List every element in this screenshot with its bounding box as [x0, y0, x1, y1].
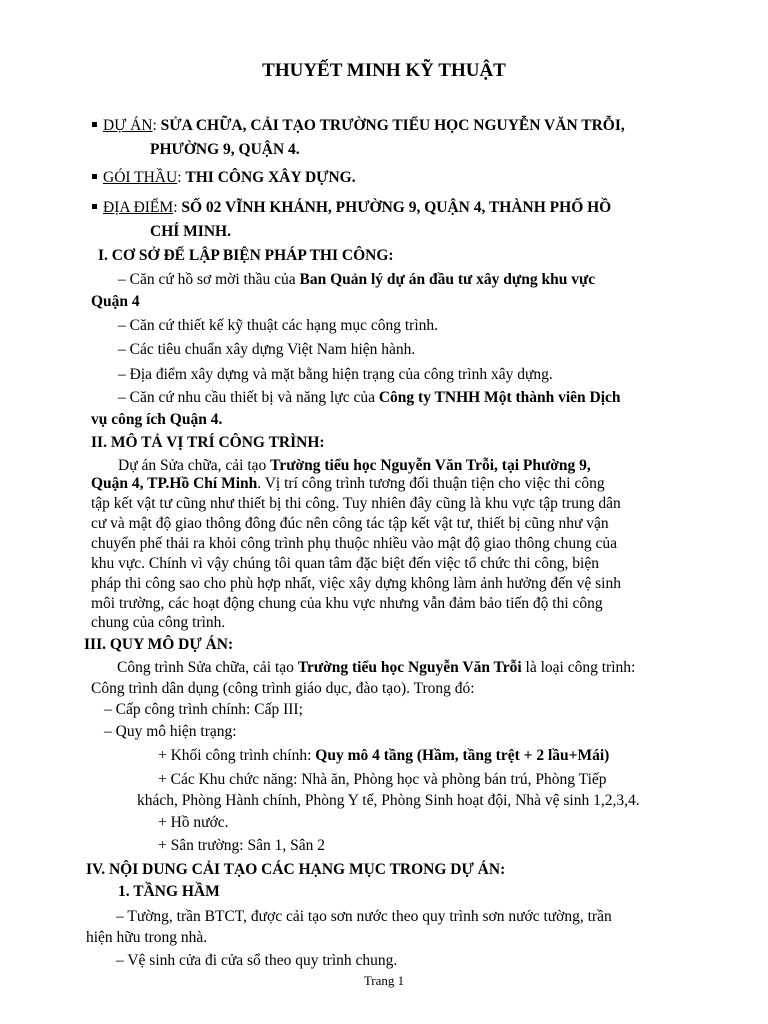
- section3-p-l1: Công trình Sửa chữa, cải tạo Trường tiểu học Nguyễn Văn Trỗi là loại công trình:: [117, 659, 636, 676]
- section1-item5-cont: vụ công ích Quận 4.: [91, 411, 223, 428]
- section1-item1-cont: Quận 4: [91, 293, 140, 310]
- section4-item1-l2: hiện hữu trong nhà.: [86, 929, 208, 946]
- section2-p-l5: chuyển phế thải ra khỏi công trình phụ thuộc nhiều vào mật độ giao thông chung của: [91, 535, 618, 552]
- section2-p-l1: Dự án Sửa chữa, cải tạo Trường tiểu học Nguyễn Văn Trỗi, tại Phường 9,: [118, 457, 591, 474]
- section2-p-l8: môi trường, các hoạt động chung của khu vực nhưng vẫn đảm bảo tiến độ thi công: [91, 595, 603, 612]
- document-title: THUYẾT MINH KỸ THUẬT: [262, 60, 506, 81]
- section3-p-l2: Công trình dân dụng (công trình giáo dục, đào tạo). Trong đó:: [91, 680, 475, 697]
- section2-p-l2: Quận 4, TP.Hồ Chí Minh. Vị trí công trình tương đối thuận tiện cho việc thi công: [91, 475, 605, 492]
- du-an-label: DỰ ÁN: [103, 117, 153, 134]
- section3-cap: – Cấp công trình chính: Cấp III;: [104, 701, 303, 718]
- dia-diem-value: SỐ 02 VĨNH KHÁNH, PHƯỜNG 9, QUẬN 4, THÀNH PHỐ HỒ: [181, 199, 612, 216]
- bullet-square-icon: [92, 122, 97, 127]
- section1-item2: – Căn cứ thiết kế kỹ thuật các hạng mục công trình.: [118, 317, 439, 334]
- section1-item1: – Căn cứ hồ sơ mời thầu của Ban Quản lý dự án đầu tư xây dựng khu vực: [118, 271, 596, 288]
- section4-item2: – Vệ sinh cửa đi cửa sổ theo quy trình chung.: [116, 952, 398, 969]
- section2-p-l6: khu vực. Chính vì vậy chúng tôi quan tâm đặc biệt đến việc tổ chức thi công, biện: [91, 555, 599, 572]
- section2-p-l9: chung của công trình.: [91, 614, 226, 631]
- section2-p-l3: tập kết vật tư cũng như thiết bị thi công. Tuy nhiên đây cũng là khu vực tập trung dân: [91, 495, 621, 512]
- dia-diem-value-cont: CHÍ MINH.: [150, 223, 231, 240]
- goi-thau-value: THI CÔNG XÂY DỰNG.: [185, 169, 356, 186]
- bullet-square-icon: [92, 174, 97, 179]
- section3-ho-nuoc: + Hồ nước.: [158, 814, 229, 831]
- section3-quymo: – Quy mô hiện trạng:: [104, 723, 237, 740]
- section1-item3: – Các tiêu chuẩn xây dựng Việt Nam hiện hành.: [118, 341, 416, 358]
- bullet-square-icon: [92, 204, 97, 209]
- section2-p-l4: cư và mật độ giao thông đông đúc nên công tác tập kết vật tư, thiết bị cũng như vận: [91, 515, 609, 532]
- section3-san-truong: + Sân trường: Sân 1, Sân 2: [158, 837, 325, 854]
- section2-p-l7: pháp thi công sao cho phù hợp nhất, việc xây dựng không làm ảnh hưởng đến vệ sinh: [91, 575, 621, 592]
- du-an-value: SỬA CHỮA, CẢI TẠO TRƯỜNG TIỂU HỌC NGUYỄN VĂN TRỖI,: [160, 117, 625, 134]
- section3-khu-l2: khách, Phòng Hành chính, Phòng Y tế, Phòng Sinh hoạt đội, Nhà vệ sinh 1,2,3,4.: [137, 792, 640, 809]
- section4-heading: IV. NỘI DUNG CẢI TẠO CÁC HẠNG MỤC TRONG DỰ ÁN:: [86, 861, 506, 878]
- section4-sub1: 1. TẦNG HẦM: [118, 883, 220, 900]
- section2-heading: II. MÔ TẢ VỊ TRÍ CÔNG TRÌNH:: [91, 434, 325, 451]
- page-footer: Trang 1: [363, 973, 405, 988]
- goi-thau-label: GÓI THẦU: [103, 169, 178, 186]
- section1-item4: – Địa điểm xây dựng và mặt bằng hiện trạng của công trình xây dựng.: [118, 366, 553, 383]
- section3-khu-l1: + Các Khu chức năng: Nhà ăn, Phòng học và phòng bán trú, Phòng Tiếp: [158, 771, 607, 788]
- dia-diem-label: ĐỊA ĐIỂM: [103, 199, 174, 216]
- section4-item1-l1: – Tường, trần BTCT, được cải tạo sơn nước theo quy trình sơn nước tường, trần: [116, 908, 612, 925]
- du-an-line: DỰ ÁN: SỬA CHỮA, CẢI TẠO TRƯỜNG TIỂU HỌC NGUYỄN VĂN TRỖI,: [92, 116, 625, 136]
- section3-khoi: + Khối công trình chính: Quy mô 4 tầng (Hầm, tầng trệt + 2 lầu+Mái): [158, 747, 610, 764]
- goi-thau-line: GÓI THẦU: THI CÔNG XÂY DỰNG.: [92, 168, 356, 188]
- du-an-value-cont: PHƯỜNG 9, QUẬN 4.: [150, 141, 300, 158]
- dia-diem-line: ĐỊA ĐIỂM: SỐ 02 VĨNH KHÁNH, PHƯỜNG 9, QUẬN 4, THÀNH PHỐ HỒ: [92, 198, 611, 218]
- section1-item5: – Căn cứ nhu cầu thiết bị và năng lực của Công ty TNHH Một thành viên Dịch: [118, 389, 621, 406]
- section3-heading: III. QUY MÔ DỰ ÁN:: [84, 636, 234, 653]
- section1-heading: I. CƠ SỞ ĐỂ LẬP BIỆN PHÁP THI CÔNG:: [98, 247, 394, 264]
